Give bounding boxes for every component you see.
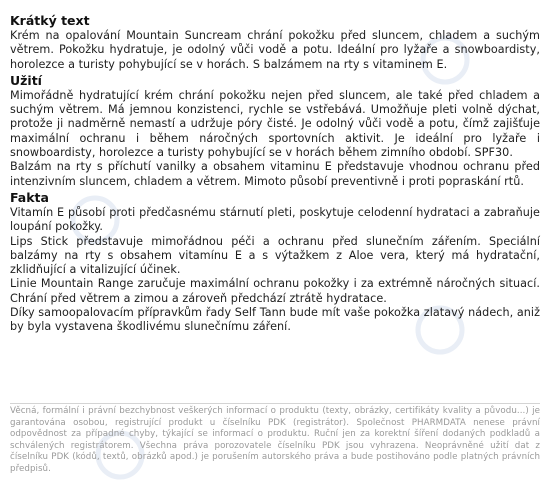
facts-paragraph-mountain-range: Linie Mountain Range zaručuje maximální ochranu pokožky i za extrémně náročných situací. Chrání před větrem a zimou a zároveň předchází ztrátě hydratace. — [10, 277, 540, 305]
facts-paragraph-lips-stick: Lips Stick představuje mimořádnou péči a ochranu před slunečním zářením. Speciální balzámy na rty s obsahem vitamínu E a s výtažkem z Aloe vera, který má hydratační, zklidňující a vitalizující účinek. — [10, 234, 540, 277]
usage-paragraph-lip-balm: Balzám na rty s příchutí vanilky a obsahem vitaminu E představuje vhodnou ochranu před intenzivním sluncem, chladem a větrem. Mimoto působí preventivně i proti popraskání rtů. — [10, 160, 540, 188]
short-text-paragraph: Krém na opalování Mountain Suncream chrání pokožku před sluncem, chladem a suchým větrem. Pokožku hydratuje, je odolný vůči vodě a potu. Ideální pro lyžaře a snowboardisty, horolezce a turisty pohybující se v horách. S balzámem na rty s vitaminem E. — [10, 29, 540, 71]
section-heading-facts: Fakta — [10, 189, 49, 205]
facts-paragraph-vitamin-e: Vitamín E působí proti předčasnému stárnutí pleti, poskytuje celodenní hydrataci a zabraňuje loupání pokožky. — [10, 205, 540, 234]
section-heading-usage: Užití — [10, 72, 42, 88]
section-heading-short-text: Krátký text — [10, 13, 90, 28]
product-description — [10, 12, 540, 335]
legal-disclaimer — [10, 403, 540, 476]
facts-paragraph-self-tann: Díky samoopalovacím přípravkům řady Self Tann bude mít vaše pokožka zlatavý nádech, aniž by byla vystavena škodlivému slunečnímu záření. — [10, 306, 540, 334]
usage-paragraph-cream: Mimořádně hydratující krém chrání pokožku nejen před sluncem, ale také před chladem a suchým větrem. Má jemnou konzistenci, rychle se vstřebává. Umožňuje pleti volně dýchat, protože ji nadměrně nemastí a udržuje póry čisté. Je odolný vůči vodě a potu, čímž zajišťuje maximální ochranu i během náročných sportovních aktivit. Je ideální pro lyžaře i snowboardisty, horolezce a turisty pohybující se v horách během zimního období. SPF30. — [10, 88, 540, 160]
disclaimer-text: Věcná, formální i právní bezchybnost veškerých informací o produktu (texty, obrázky, certifikáty kvality a původu...) je garantována osobou, registrující produkt u číselníku PDK (registrátor). Společnost PHARMDATA nenese právní odpovědnost za případné chyby, týkající se informací o produktu. Ruční jen za korektní šíření dodaných podkladů a schválených registrátorem. Všechna práva porozovatele číselníku PDK jsou vyhrazena. Neoprávněné užití dat z číselníku PDK (kódů, textů, obrázků apod.) je porušením autorského práva a bude postihováno podle platných právních předpisů. — [10, 406, 540, 474]
